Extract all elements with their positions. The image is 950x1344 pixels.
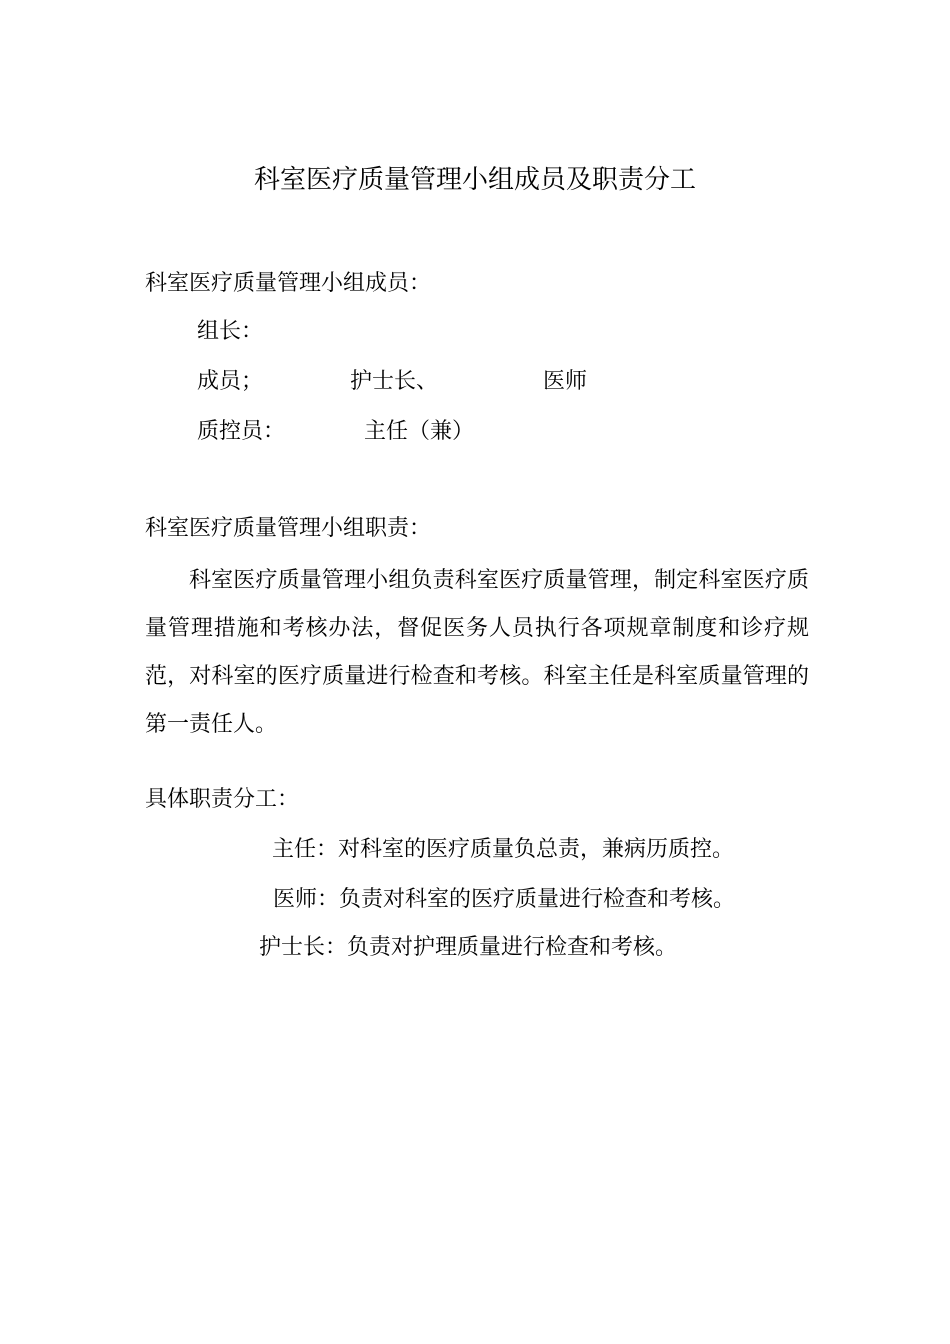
division-item-physician: 医师：负责对科室的医疗质量进行检查和考核。: [273, 887, 736, 912]
leader-label: 组长：: [197, 319, 264, 344]
members-heading: 科室医疗质量管理小组成员：: [145, 271, 432, 296]
division-heading: 具体职责分工：: [145, 787, 300, 812]
division-item-head-nurse: 护士长：负责对护理质量进行检查和考核。: [259, 935, 678, 960]
division-item-director: 主任：对科室的医疗质量负总责，兼病历质控。: [272, 837, 735, 862]
member-role-head-nurse: 护士长、: [350, 369, 439, 394]
qc-label: 质控员：: [197, 419, 286, 444]
member-role-physician: 医师: [543, 369, 588, 394]
document-title: 科室医疗质量管理小组成员及职责分工: [253, 165, 696, 195]
qc-value: 主任（兼）: [364, 419, 475, 444]
duties-heading: 科室医疗质量管理小组职责：: [145, 516, 432, 541]
duties-paragraph: 科室医疗质量管理小组负责科室医疗质量管理，制定科室医疗质量管理措施和考核办法，督促医务人员执行各项规章制度和诊疗规范，对科室的医疗质量进行检查和考核。科室主任是科室质量管理的第一责任人。: [145, 568, 809, 737]
member-label: 成员；: [197, 369, 264, 394]
